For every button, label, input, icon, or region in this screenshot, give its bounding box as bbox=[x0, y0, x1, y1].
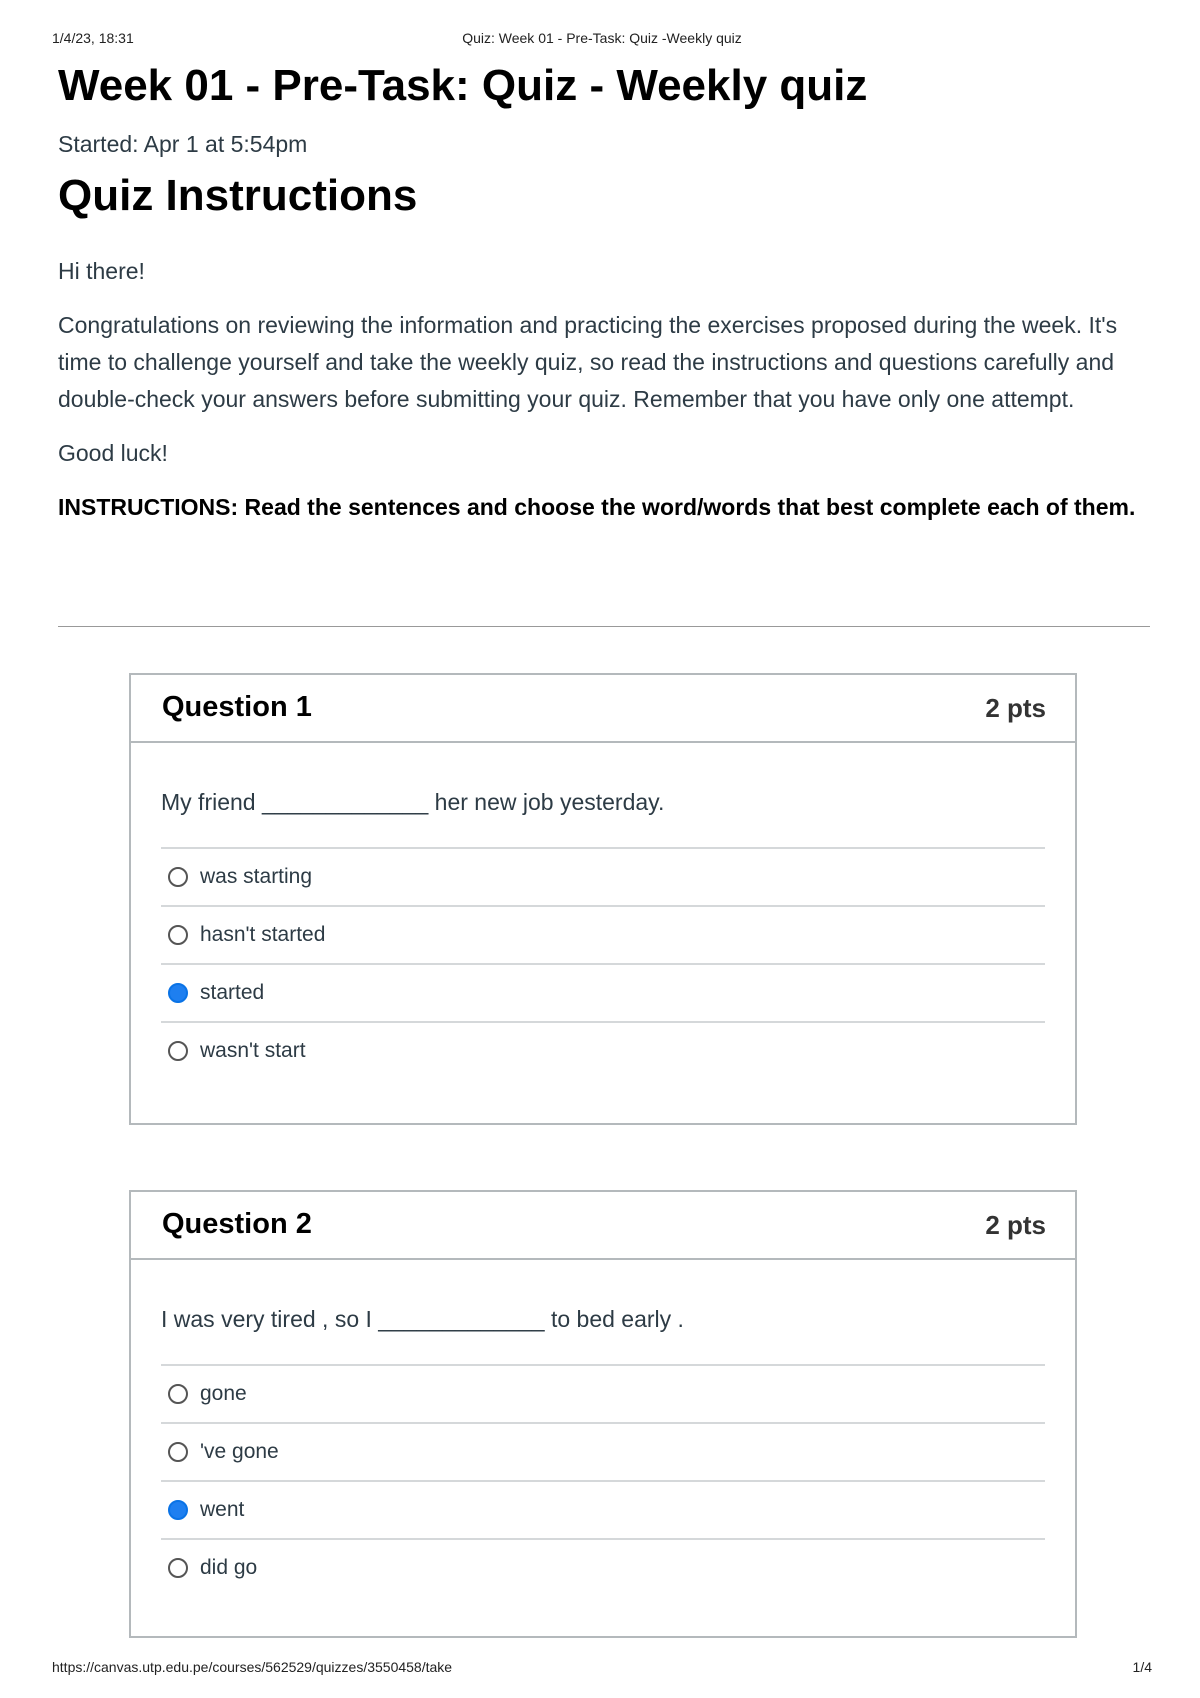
answer-option[interactable] bbox=[161, 907, 1045, 965]
started-timestamp: Started: Apr 1 at 5:54pm bbox=[58, 131, 308, 157]
radio-unchecked-icon[interactable] bbox=[168, 1041, 188, 1061]
radio-unchecked-icon[interactable] bbox=[168, 1384, 188, 1404]
answer-label: gone bbox=[200, 1382, 247, 1405]
answer-option[interactable] bbox=[161, 1023, 1045, 1079]
question-points: 2 pts bbox=[985, 1210, 1046, 1240]
answer-label: wasn't start bbox=[200, 1039, 306, 1062]
quiz-description bbox=[58, 253, 1150, 526]
answer-label: was starting bbox=[200, 865, 313, 888]
answer-label: started bbox=[200, 981, 265, 1004]
radio-unchecked-icon[interactable] bbox=[168, 867, 188, 887]
answer-list bbox=[161, 847, 1045, 1079]
question-card-2 bbox=[129, 1190, 1077, 1638]
print-header bbox=[52, 30, 1152, 50]
radio-unchecked-icon[interactable] bbox=[168, 1558, 188, 1578]
radio-unchecked-icon[interactable] bbox=[168, 1442, 188, 1462]
good-luck-paragraph: Good luck! bbox=[58, 440, 168, 466]
radio-checked-icon[interactable] bbox=[168, 983, 188, 1003]
question-body bbox=[131, 1260, 1075, 1596]
radio-unchecked-icon[interactable] bbox=[168, 925, 188, 945]
answer-option-selected[interactable] bbox=[161, 965, 1045, 1023]
print-footer bbox=[52, 1659, 1152, 1679]
answer-option[interactable] bbox=[161, 1366, 1045, 1424]
intro-paragraph: Congratulations on reviewing the information and practicing the exercises proposed during the week. It's time to challenge yourself and take the weekly quiz, so read the instructions and questions carefully and double-check your answers before submitting your quiz. Remember that you have only one attempt. bbox=[58, 312, 1118, 412]
question-header bbox=[131, 1192, 1075, 1260]
instructions-paragraph: INSTRUCTIONS: Read the sentences and choose the word/words that best complete each of them. bbox=[58, 494, 1136, 520]
question-header bbox=[131, 675, 1075, 743]
instructions-heading: Quiz Instructions bbox=[58, 171, 418, 220]
question-text: My friend _____________ her new job yesterday. bbox=[161, 789, 665, 815]
answer-option[interactable] bbox=[161, 849, 1045, 907]
quiz-content bbox=[58, 58, 1150, 543]
page-title: Week 01 - Pre-Task: Quiz - Weekly quiz bbox=[58, 61, 868, 110]
question-body bbox=[131, 743, 1075, 1079]
answer-option[interactable] bbox=[161, 1424, 1045, 1482]
page-number: 1/4 bbox=[1132, 1659, 1152, 1675]
answer-label: went bbox=[200, 1498, 245, 1521]
divider bbox=[58, 626, 1150, 627]
answer-label: 've gone bbox=[200, 1440, 279, 1463]
greeting-paragraph: Hi there! bbox=[58, 258, 145, 284]
answer-list bbox=[161, 1364, 1045, 1596]
question-points: 2 pts bbox=[985, 693, 1046, 723]
answer-label: did go bbox=[200, 1556, 258, 1579]
question-text: I was very tired , so I _____________ to bed early . bbox=[161, 1306, 684, 1332]
answer-option-selected[interactable] bbox=[161, 1482, 1045, 1540]
radio-checked-icon[interactable] bbox=[168, 1500, 188, 1520]
answer-label: hasn't started bbox=[200, 923, 326, 946]
print-doc-title: Quiz: Week 01 - Pre-Task: Quiz -Weekly quiz bbox=[462, 30, 742, 46]
question-name: Question 1 bbox=[162, 691, 312, 723]
answer-option[interactable] bbox=[161, 1540, 1045, 1596]
print-date: 1/4/23, 18:31 bbox=[52, 30, 134, 46]
question-name: Question 2 bbox=[162, 1208, 312, 1240]
question-card-1 bbox=[129, 673, 1077, 1125]
print-url: https://canvas.utp.edu.pe/courses/562529/quizzes/3550458/take bbox=[52, 1659, 453, 1675]
